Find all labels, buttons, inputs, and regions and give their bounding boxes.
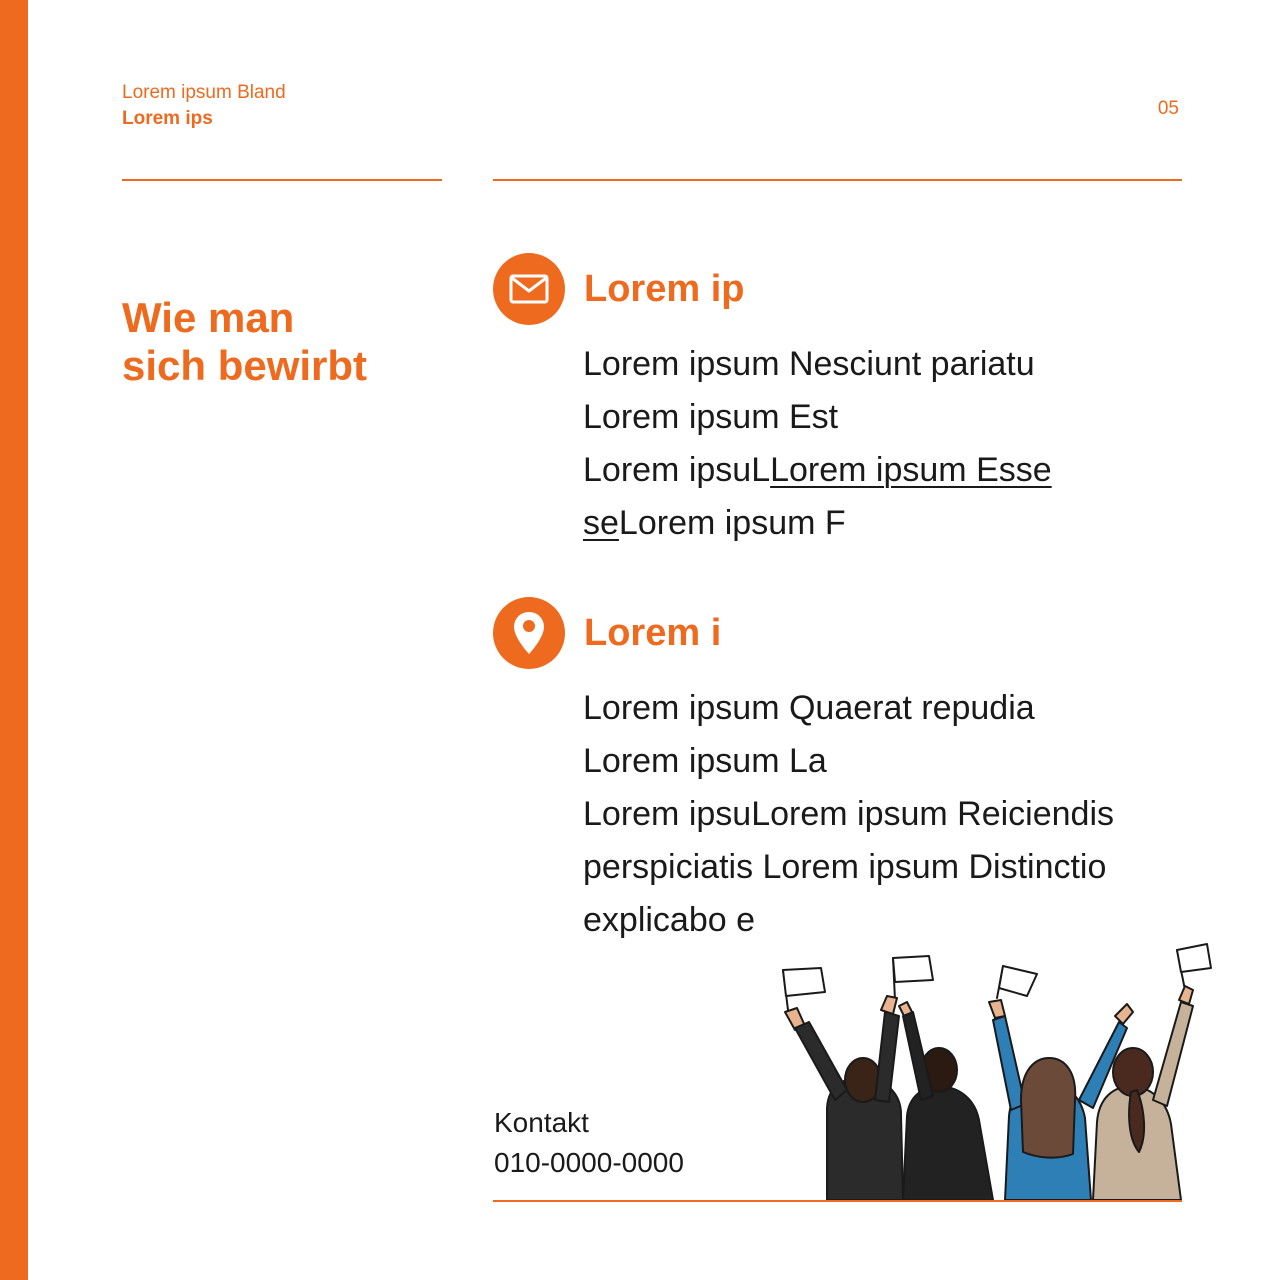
email-line-4-text: Lorem ipsum F (618, 504, 846, 542)
location-block-body (583, 682, 1114, 947)
email-line-3 (583, 444, 1052, 497)
email-block-body (583, 338, 1052, 550)
page-number: 05 (1157, 98, 1179, 119)
location-line-1: Lorem ipsum Quaerat repudia (583, 689, 1035, 727)
location-line-2: Lorem ipsum La (583, 742, 827, 780)
email-line-2: Lorem ipsum Est (583, 398, 839, 436)
email-link-part-2[interactable]: se (583, 504, 619, 542)
cheering-people-illustration (775, 940, 1215, 1200)
email-line-4 (583, 497, 1052, 550)
location-block-heading: Lorem i (584, 612, 722, 654)
footer-divider (493, 1200, 1182, 1202)
map-pin-icon (493, 597, 565, 669)
brand-name: Lorem ipsum Bland (122, 82, 286, 103)
contact-label: Kontakt (494, 1107, 589, 1138)
email-link-part-1[interactable]: Lorem ipsum Esse (770, 451, 1052, 489)
location-line-3: Lorem ipsuLorem ipsum Reiciendis (583, 795, 1115, 833)
email-line-3-text: Lorem ipsuL (583, 451, 771, 489)
contact-phone[interactable]: 010-0000-0000 (494, 1147, 684, 1178)
brand-subtitle: Lorem ips (122, 108, 213, 129)
header-divider-left (122, 179, 442, 181)
email-line-1: Lorem ipsum Nesciunt pariatu (583, 345, 1035, 383)
section-title: Wie man sich bewirbt (122, 294, 368, 389)
header-divider-right (493, 179, 1182, 181)
accent-side-bar (0, 0, 28, 1280)
contact-info (494, 1103, 684, 1183)
email-block-heading: Lorem ip (584, 268, 745, 310)
location-line-5: explicabo e (583, 901, 756, 939)
location-line-4: perspiciatis Lorem ipsum Distinctio (583, 848, 1107, 886)
envelope-icon (493, 253, 565, 325)
